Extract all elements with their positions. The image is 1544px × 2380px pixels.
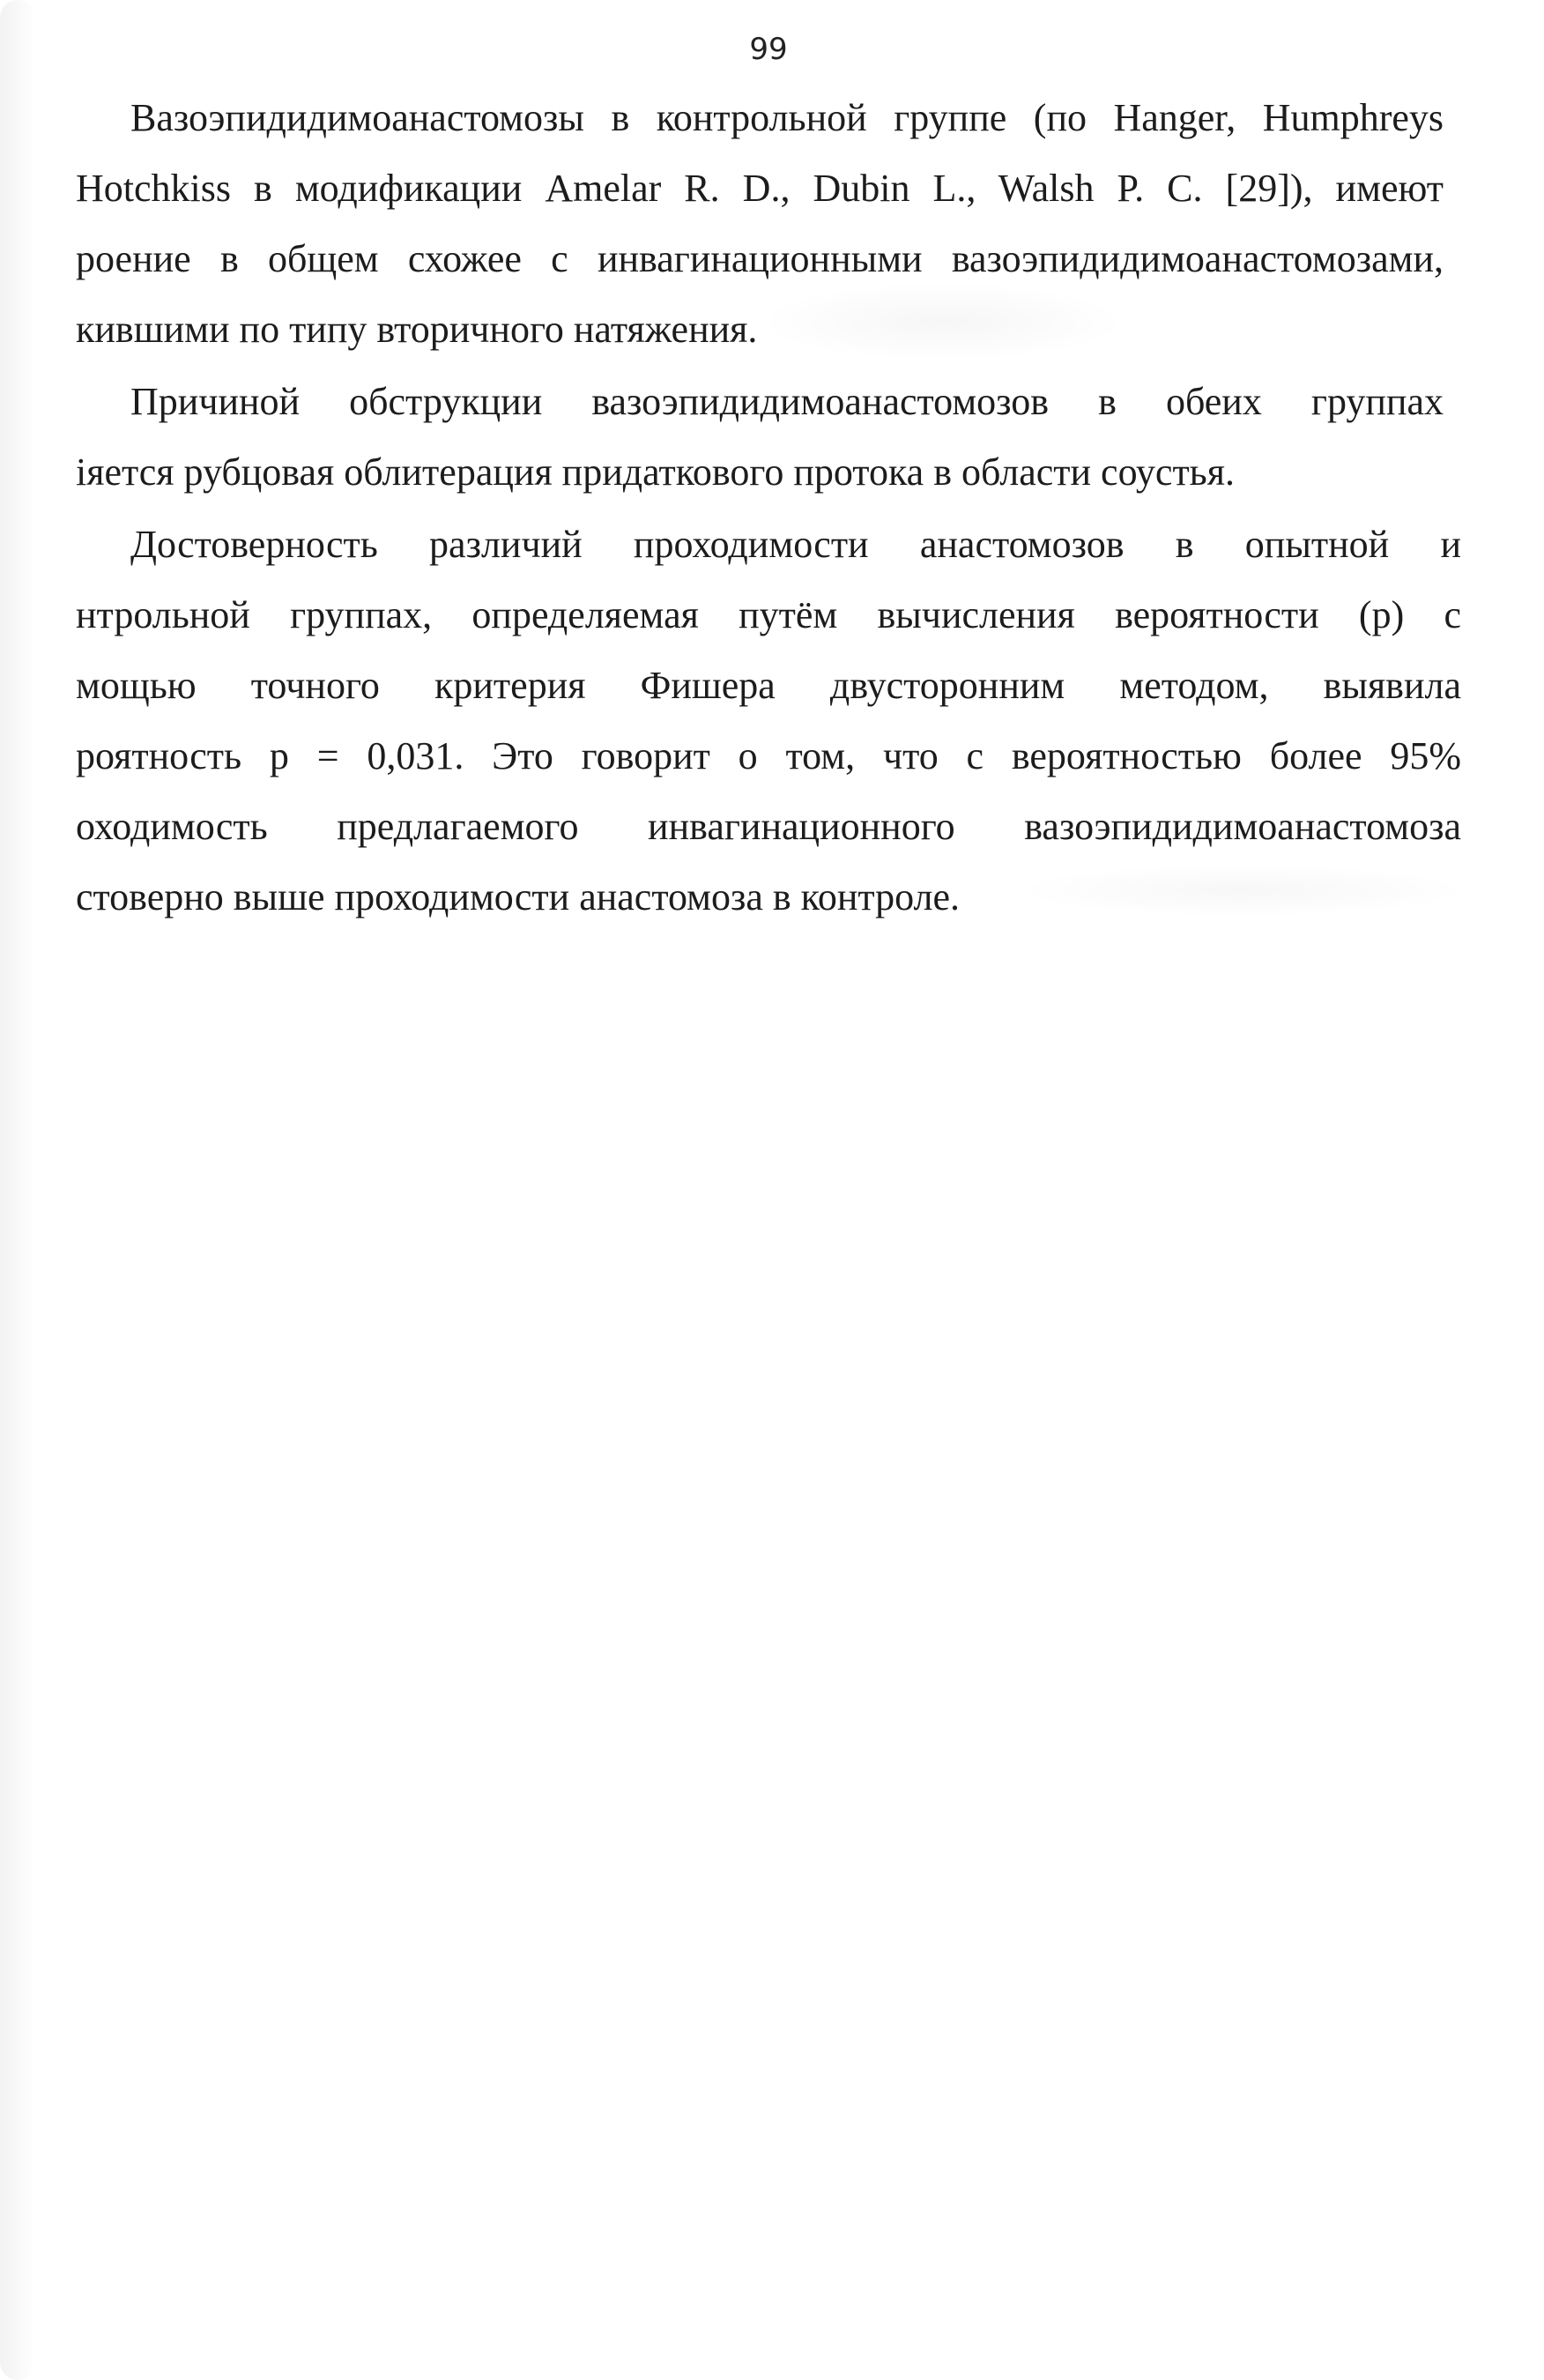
text-line: роение в общем схожее с инвагинационными вазоэпидидимоанастомозами, — [76, 237, 1444, 280]
text-line: Hotchkiss в модификации Amelar R. D., Dubin L., Walsh P. C. [29]), имеют — [76, 167, 1444, 210]
text-line: оходимость предлагаемого инвагинационного вазоэпидидимоанастомоза — [76, 805, 1461, 848]
text-line: нтрольной группах, определяемая путём вычисления вероятности (р) с — [76, 593, 1461, 636]
page-number: 99 — [749, 32, 788, 67]
text-line: іяется рубцовая облитерация придаткового протока в области соустья. — [76, 450, 1235, 494]
scan-shadow — [758, 282, 1128, 361]
text-line: Вазоэпидидимоанастомозы в контрольной группе (по Hanger, Humphreys — [130, 96, 1444, 139]
text-line: мощью точного критерия Фишера двусторонним методом, выявила — [76, 664, 1461, 707]
scan-shadow — [0, 0, 35, 2380]
scan-shadow — [1013, 864, 1472, 917]
text-line: Причиной обструкции вазоэпидидимоанастомозов в обеих группах — [130, 380, 1444, 423]
text-line: стоверно выше проходимости анастомоза в контроле. — [76, 875, 961, 919]
text-line: роятность р = 0,031. Это говорит о том, что с вероятностью более 95% — [76, 734, 1461, 777]
text-line: Достоверность различий проходимости анастомозов в опытной и — [130, 523, 1461, 566]
text-line: кившими по типу вторичного натяжения. — [76, 308, 758, 351]
